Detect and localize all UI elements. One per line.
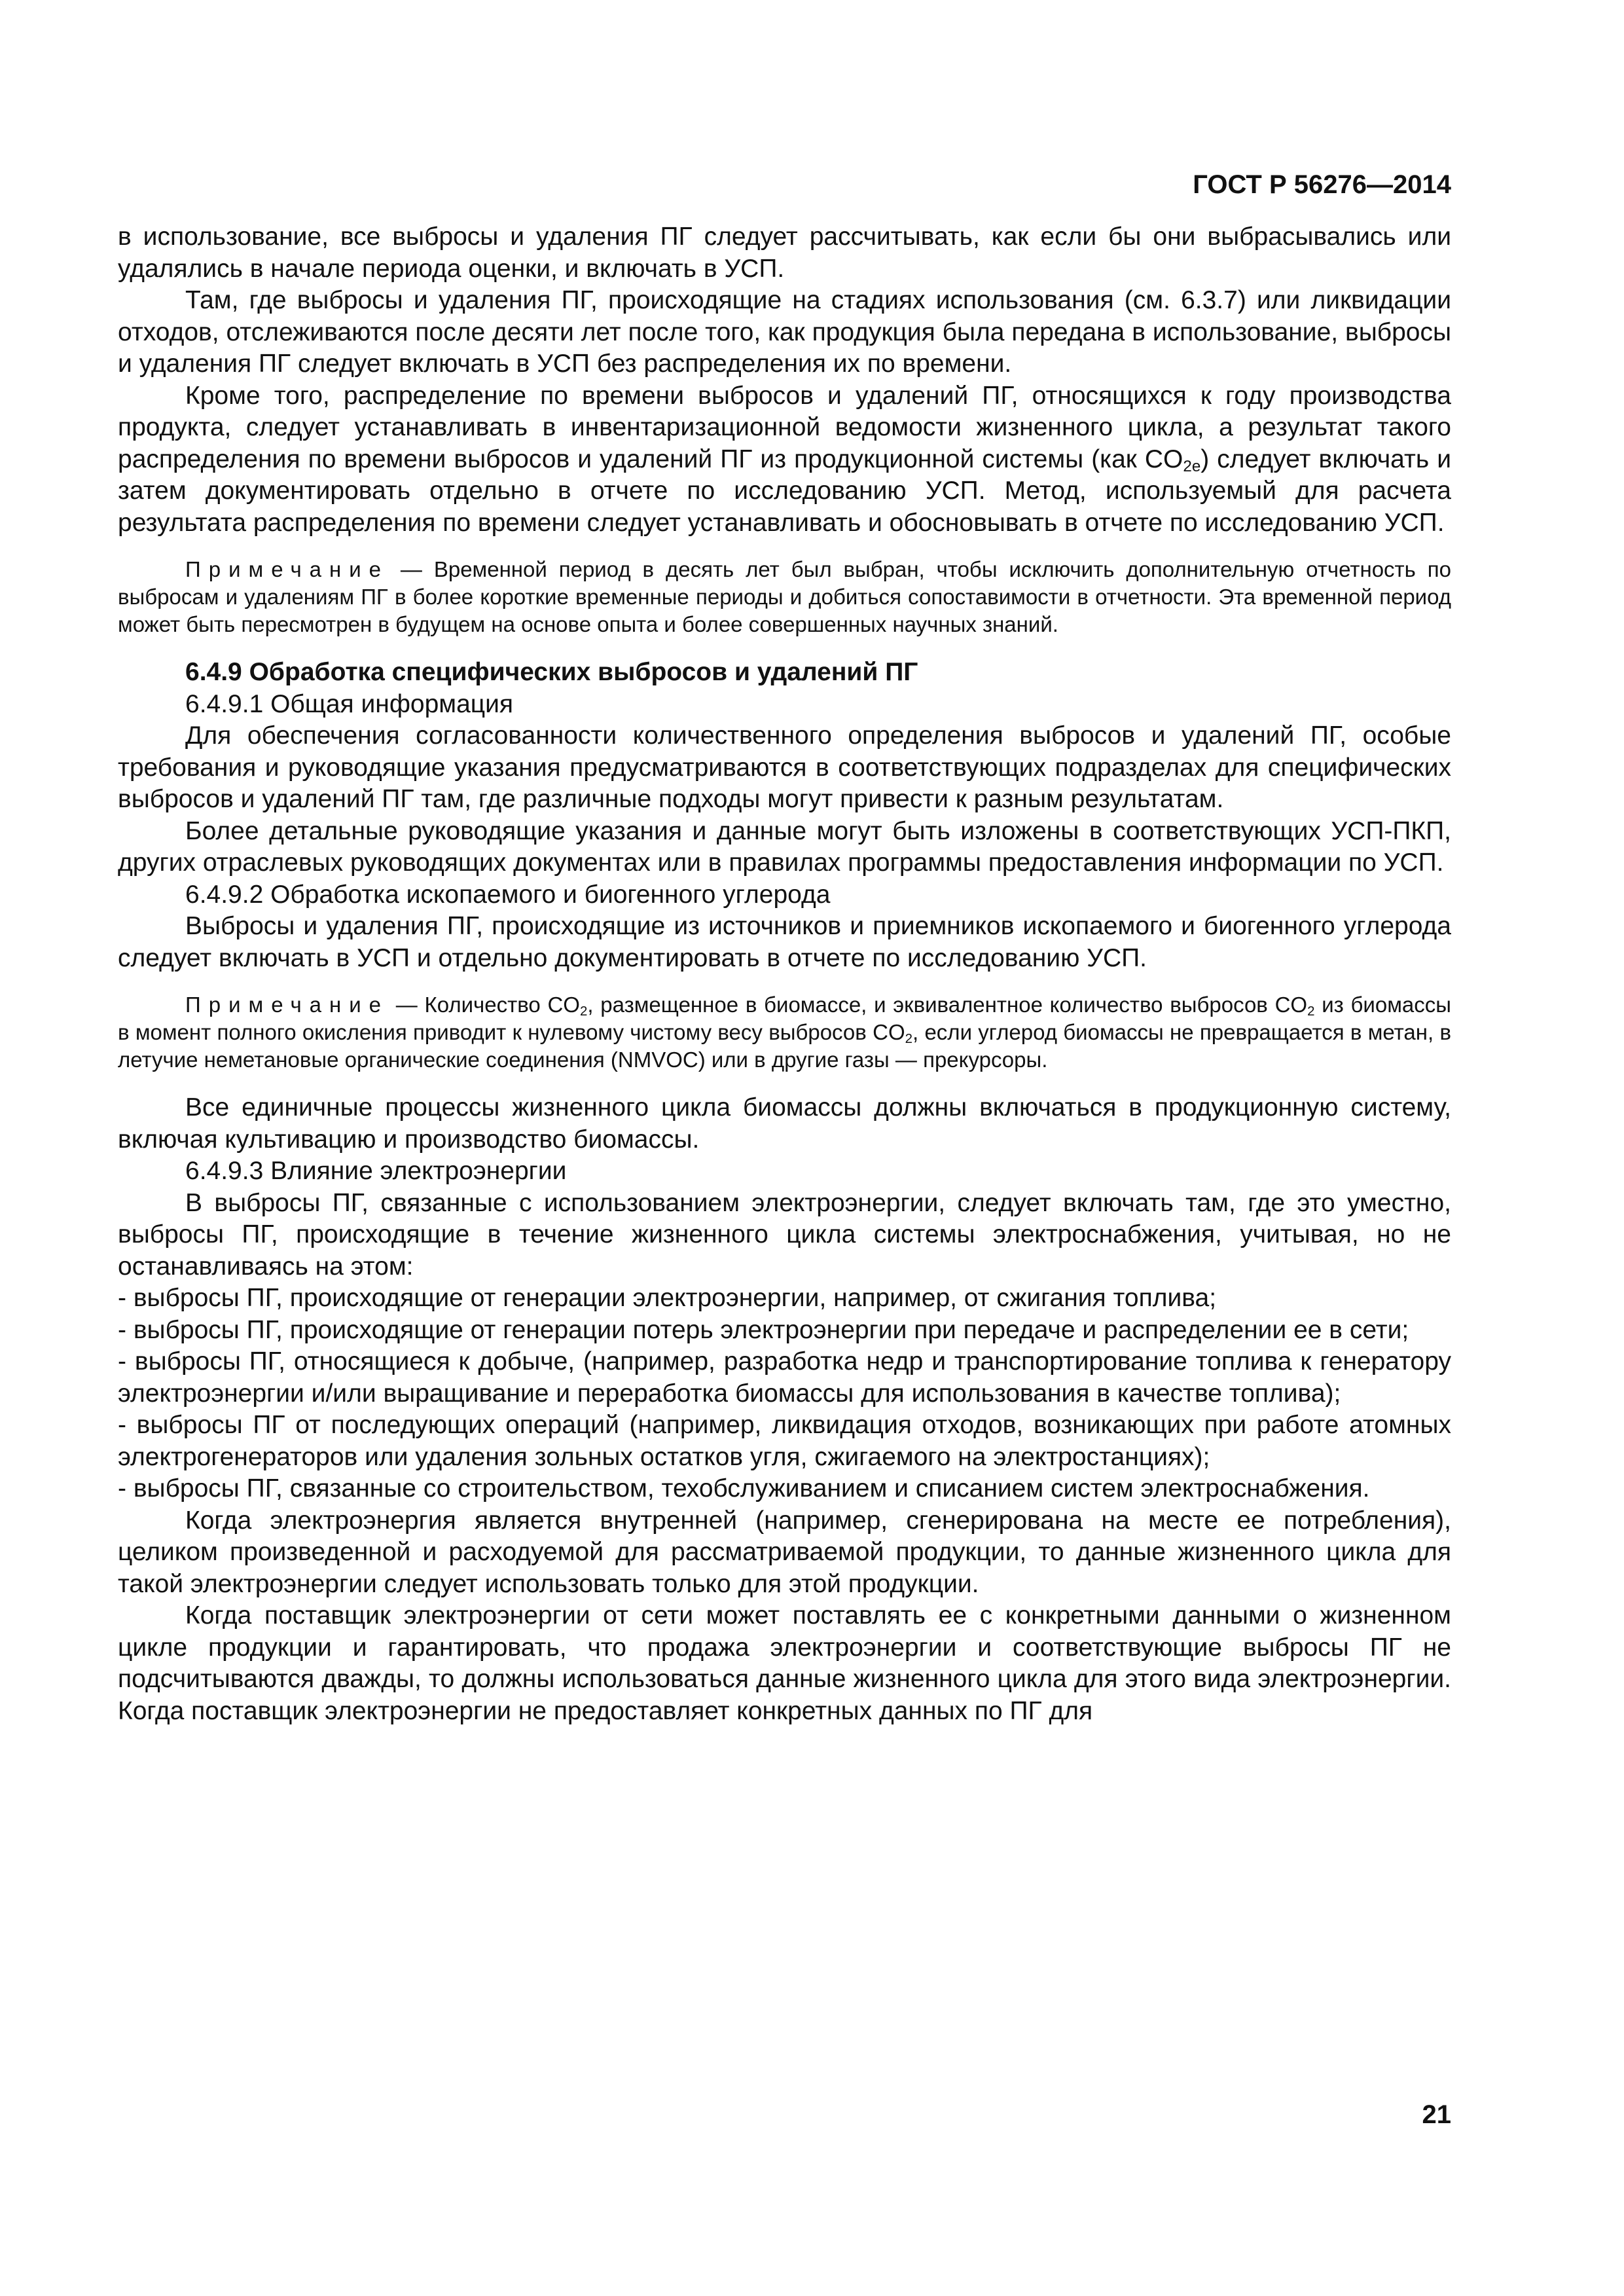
list-item: - выбросы ПГ, происходящие от генерации потерь электроэнергии при передаче и распределении ее в сети; — [118, 1315, 1409, 1344]
note-text: — Количество CO — [389, 993, 580, 1017]
paragraph: в использование, все выбросы и удаления ПГ следует рассчитывать, как если бы они выбрасывались или удалялись в начале периода оценки, и включать в УСП. — [118, 223, 1451, 283]
page-number: 21 — [1422, 2100, 1451, 2129]
subsection-heading: 6.4.9.1 Общая информация — [185, 689, 514, 718]
note-label: Примечание — [185, 557, 389, 581]
paragraph — [118, 380, 1451, 539]
section-heading: 6.4.9 Обработка специфических выбросов и удалений ПГ — [185, 658, 918, 686]
subscript: 2 — [1307, 1004, 1315, 1019]
note-text: , если углерод биомассы не превращается в метан, в летучие неметановые органические соединения (NMVOC) или в другие газы — прекурсоры. — [118, 1020, 1451, 1072]
subsection-heading: 6.4.9.3 Влияние электроэнергии — [185, 1157, 567, 1185]
note — [118, 556, 1451, 638]
list-item: - выбросы ПГ от последующих операций (например, ликвидация отходов, возникающих при работе атомных электрогенераторов или удаления зольных остатков угля, сжигаемого на электростанциях); — [118, 1411, 1451, 1471]
note-text: из биомассы в момент полного окисления приводит к нулевому чистому весу выбросов CO — [118, 993, 1451, 1044]
list-item: - выбросы ПГ, относящиеся к добыче, (например, разработка недр и транспортирование топлива к генератору электроэнергии и/или выращивание и переработка биомассы для использования в качестве топлива); — [118, 1347, 1451, 1408]
paragraph: Выбросы и удаления ПГ, происходящие из источников и приемников ископаемого и биогенного углерода следует включать в УСП и отдельно документировать в отчете по исследованию УСП. — [118, 912, 1451, 972]
paragraph-text: ) следует включать и затем документировать отдельно в отчете по исследованию УСП. Метод, используемый для расчета результата распределения по времени следует устанавливать и обосновывать в отчете по исследованию УСП. — [118, 445, 1451, 537]
paragraph: Когда электроэнергия является внутренней (например, сгенерирована на месте ее потребления), целиком произведенной и расходуемой для рассматриваемой продукции, то данные жизненного цикла для такой электроэнергии следует использовать только для этой продукции. — [118, 1506, 1451, 1598]
paragraph: Там, где выбросы и удаления ПГ, происходящие на стадиях использования (см. 6.3.7) или ликвидации отходов, отслеживаются после десяти лет после того, как продукция была передана в использование, выбросы и удаления ПГ следует включать в УСП без распределения их по времени. — [118, 286, 1451, 378]
subsection-heading: 6.4.9.2 Обработка ископаемого и биогенного углерода — [185, 880, 831, 909]
subscript: 2 — [579, 1004, 588, 1019]
paragraph: Более детальные руководящие указания и данные могут быть изложены в соответствующих УСП-ПКП, других отраслевых руководящих документах или в правилах программы предоставления информации по УСП. — [118, 816, 1451, 877]
page-body — [118, 221, 1451, 1727]
paragraph-text: Кроме того, распределение по времени выбросов и удалений ПГ, относящихся к году производства продукта, следует устанавливать в инвентаризационной ведомости жизненного цикла, а результат такого распределения по времени выбросов и удалений ПГ из продукционной системы (как CO — [118, 381, 1451, 473]
subscript: 2 — [905, 1031, 912, 1047]
note — [118, 991, 1451, 1074]
paragraph: Когда поставщик электроэнергии от сети может поставлять ее с конкретными данными о жизненном цикле продукции и гарантировать, что продажа электроэнергии и соответствующие выбросы ПГ не подсчитываются дважды, то должны использоваться данные жизненного цикла для этого вида электроэнергии. Когда поставщик электроэнергии не предоставляет конкретных данных по ПГ для — [118, 1601, 1451, 1725]
subscript: 2e — [1183, 457, 1201, 475]
paragraph: В выбросы ПГ, связанные с использованием электроэнергии, следует включать там, где это уместно, выбросы ПГ, происходящие в течение жизненного цикла системы электроснабжения, учитывая, но не останавливаясь на этом: — [118, 1188, 1451, 1281]
note-label: Примечание — [185, 993, 389, 1017]
note-text: — Временной период в десять лет был выбран, чтобы исключить дополнительную отчетность по выбросам и удалениям ПГ в более короткие временные периоды и добиться сопоставимости в отчетности. Эта временной период может быть пересмотрен в будущем на основе опыта и более совершенных научных знаний. — [118, 557, 1451, 636]
note-text: , размещенное в биомассе, и эквивалентное количество выбросов CO — [587, 993, 1308, 1017]
page-header-standard: ГОСТ Р 56276—2014 — [1193, 170, 1451, 199]
paragraph: Все единичные процессы жизненного цикла биомассы должны включаться в продукционную систему, включая культивацию и производство биомассы. — [118, 1093, 1451, 1154]
list-item: - выбросы ПГ, связанные со строительством, техобслуживанием и списанием систем электроснабжения. — [118, 1474, 1370, 1503]
paragraph: Для обеспечения согласованности количественного определения выбросов и удалений ПГ, особые требования и руководящие указания предусматриваются в соответствующих подразделах для специфических выбросов и удалений ПГ там, где различные подходы могут привести к разным результатам. — [118, 721, 1451, 813]
list-item: - выбросы ПГ, происходящие от генерации электроэнергии, например, от сжигания топлива; — [118, 1284, 1217, 1312]
